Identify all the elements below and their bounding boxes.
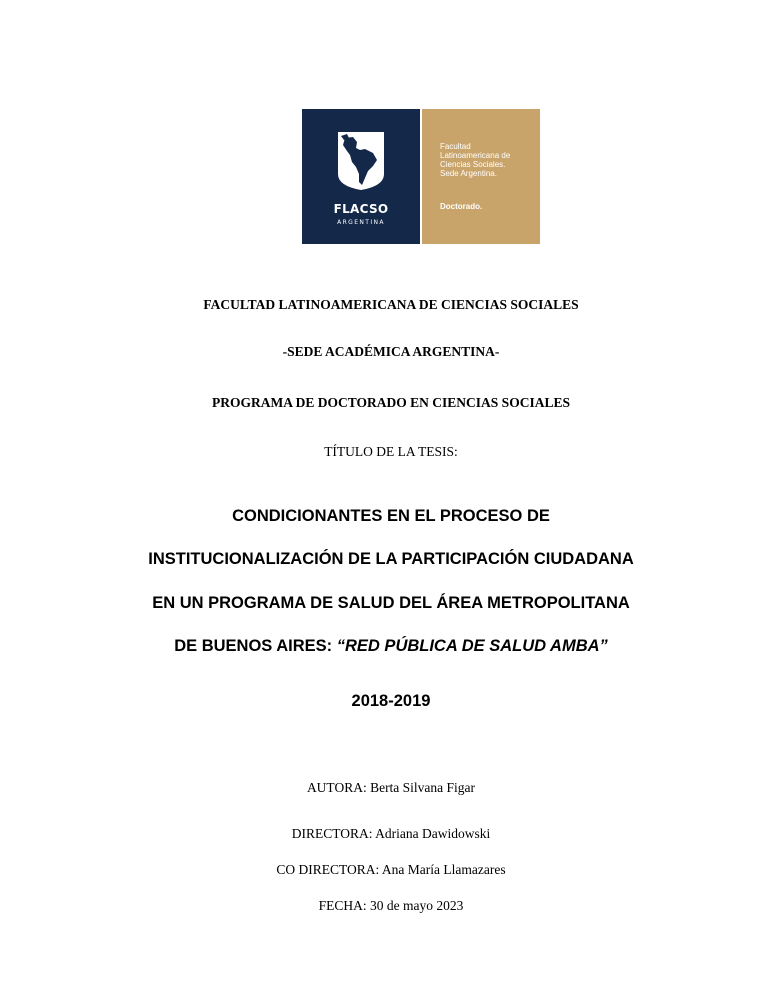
logo-description: [440, 142, 536, 178]
logo-desc-line: Sede Argentina.: [440, 169, 497, 178]
logo-navy-panel: [302, 109, 420, 244]
director: DIRECTORA: Adriana Dawidowski: [291, 826, 491, 841]
thesis-title-line-3: EN UN PROGRAMA DE SALUD DEL ÁREA METROPOLITANA: [152, 594, 630, 612]
author: AUTORA: Berta Silvana Figar: [306, 780, 476, 795]
latin-america-map-icon: [335, 130, 387, 192]
sede-heading: -SEDE ACADÉMICA ARGENTINA-: [282, 344, 500, 359]
faculty-heading: FACULTAD LATINOAMERICANA DE CIENCIAS SOCIALES: [203, 297, 579, 312]
logo-desc-line: Latinoamericana de: [440, 151, 511, 160]
logo-program: Doctorado.: [440, 202, 483, 211]
flacso-logo: [302, 109, 540, 244]
thesis-label: TÍTULO DE LA TESIS:: [324, 444, 458, 459]
logo-name: FLACSO: [333, 202, 389, 216]
thesis-years: 2018-2019: [351, 692, 431, 710]
date: FECHA: 30 de mayo 2023: [318, 898, 464, 913]
logo-gold-panel: [422, 109, 540, 244]
thesis-title-line-4: [0, 637, 782, 656]
thesis-title-line-2: INSTITUCIONALIZACIÓN DE LA PARTICIPACIÓN CIUDADANA: [148, 550, 634, 568]
co-director: CO DIRECTORA: Ana María Llamazares: [276, 862, 506, 877]
thesis-title-line-1: CONDICIONANTES EN EL PROCESO DE: [232, 507, 550, 525]
program-heading: PROGRAMA DE DOCTORADO EN CIENCIAS SOCIALES: [212, 395, 570, 410]
thesis-title-italic: “RED PÚBLICA DE SALUD AMBA”: [336, 637, 608, 655]
logo-country: ARGENTINA: [337, 219, 385, 226]
logo-desc-line: Ciencias Sociales.: [440, 160, 506, 169]
thesis-title-prefix: DE BUENOS AIRES:: [174, 637, 337, 655]
logo-desc-line: Facultad: [440, 142, 471, 151]
